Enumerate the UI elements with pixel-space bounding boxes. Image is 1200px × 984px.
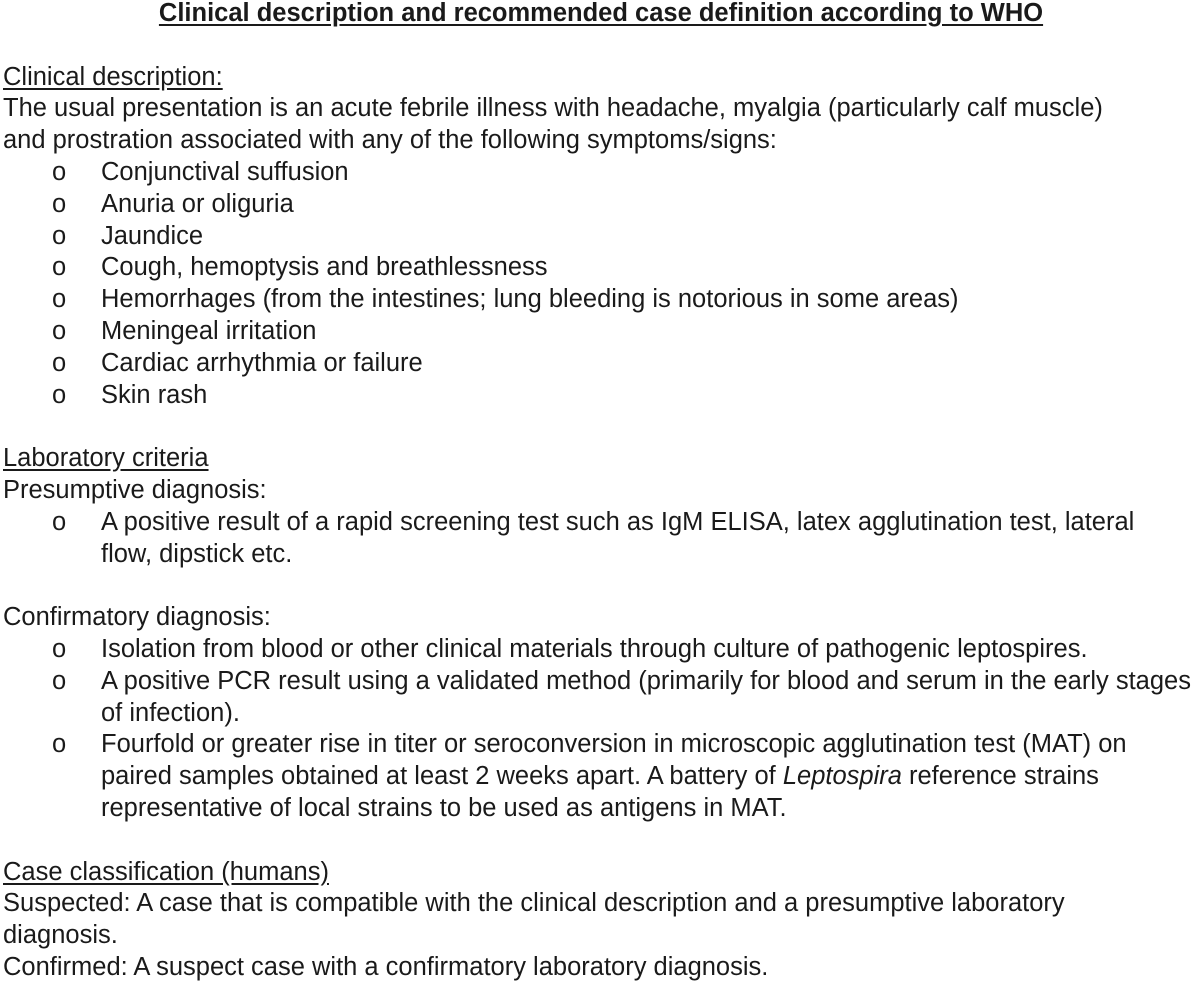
- presumptive-list: [3, 507, 1199, 571]
- text-segment: reference strains representative of local strains to be used as antigens in MAT.: [101, 762, 1099, 822]
- list-item-text: Conjunctival suffusion: [101, 157, 349, 186]
- presumptive-diagnosis-heading: Presumptive diagnosis:: [3, 475, 267, 504]
- spacer: [3, 825, 1199, 857]
- bullet-icon: o: [52, 285, 67, 314]
- confirmatory-list: [3, 634, 1199, 825]
- italic-genus-name: Leptospira: [782, 762, 902, 791]
- spacer: [3, 411, 1199, 443]
- list-item: [3, 634, 1199, 666]
- confirmatory-diagnosis-heading: Confirmatory diagnosis:: [3, 603, 271, 632]
- list-item: [3, 380, 1199, 412]
- list-item-text: A positive PCR result using a validated method (primarily for blood and serum in the early stages of infection).: [101, 666, 1191, 727]
- list-item-text: Isolation from blood or other clinical materials through culture of pathogenic leptospires.: [101, 634, 1088, 663]
- bullet-icon: o: [52, 189, 67, 218]
- list-item: [3, 666, 1199, 730]
- bullet-icon: o: [52, 157, 67, 186]
- list-item-text: Anuria or oliguria: [101, 189, 294, 218]
- list-item-text: A positive result of a rapid screening test such as IgM ELISA, latex agglutination test, lateral flow, dipstick etc.: [101, 507, 1135, 568]
- document-page: [3, 0, 1199, 984]
- list-item-text: [101, 729, 1199, 824]
- spacer: [3, 30, 1199, 62]
- list-item-text: Hemorrhages (from the intestines; lung bleeding is notorious in some areas): [101, 285, 959, 314]
- list-item-text: Cardiac arrhythmia or failure: [101, 348, 423, 377]
- symptom-list: [3, 157, 1199, 411]
- confirmed-case-definition: Confirmed: A suspect case with a confirmatory laboratory diagnosis.: [3, 952, 769, 981]
- bullet-icon: o: [52, 634, 67, 663]
- bullet-icon: o: [52, 380, 67, 409]
- bullet-icon: o: [52, 253, 67, 282]
- bullet-icon: o: [52, 348, 67, 377]
- list-item: [3, 221, 1199, 253]
- bullet-icon: o: [52, 316, 67, 345]
- list-item-text: Skin rash: [101, 380, 208, 409]
- list-item-text: Meningeal irritation: [101, 316, 317, 345]
- list-item: [3, 348, 1199, 380]
- clinical-intro-line-2: and prostration associated with any of the following symptoms/signs:: [3, 126, 777, 155]
- list-item: [3, 252, 1199, 284]
- list-item-text: Jaundice: [101, 221, 204, 250]
- laboratory-criteria-heading: Laboratory criteria: [3, 444, 209, 473]
- bullet-icon: o: [52, 730, 67, 759]
- case-classification-heading: Case classification (humans): [3, 857, 329, 886]
- bullet-icon: o: [52, 507, 67, 536]
- list-item: [3, 729, 1199, 824]
- clinical-intro-line-1: The usual presentation is an acute febrile illness with headache, myalgia (particularly calf muscle): [3, 94, 1103, 123]
- suspected-case-definition: Suspected: A case that is compatible with the clinical description and a presumptive laboratory diagnosis.: [3, 889, 1065, 950]
- spacer: [3, 570, 1199, 602]
- list-item-text: Cough, hemoptysis and breathlessness: [101, 253, 548, 282]
- clinical-description-heading: Clinical description:: [3, 62, 223, 91]
- list-item: [3, 507, 1199, 571]
- list-item: [3, 157, 1199, 189]
- list-item: [3, 316, 1199, 348]
- document-title: Clinical description and recommended case definition according to WHO: [158, 0, 1044, 27]
- list-item: [3, 284, 1199, 316]
- bullet-icon: o: [52, 666, 67, 695]
- text-segment: Fourfold or greater rise in titer or seroconversion in microscopic agglutination test (MAT) on paired samples obtained at least 2 weeks apart. A battery of: [101, 730, 1127, 791]
- bullet-icon: o: [52, 221, 67, 250]
- list-item: [3, 189, 1199, 221]
